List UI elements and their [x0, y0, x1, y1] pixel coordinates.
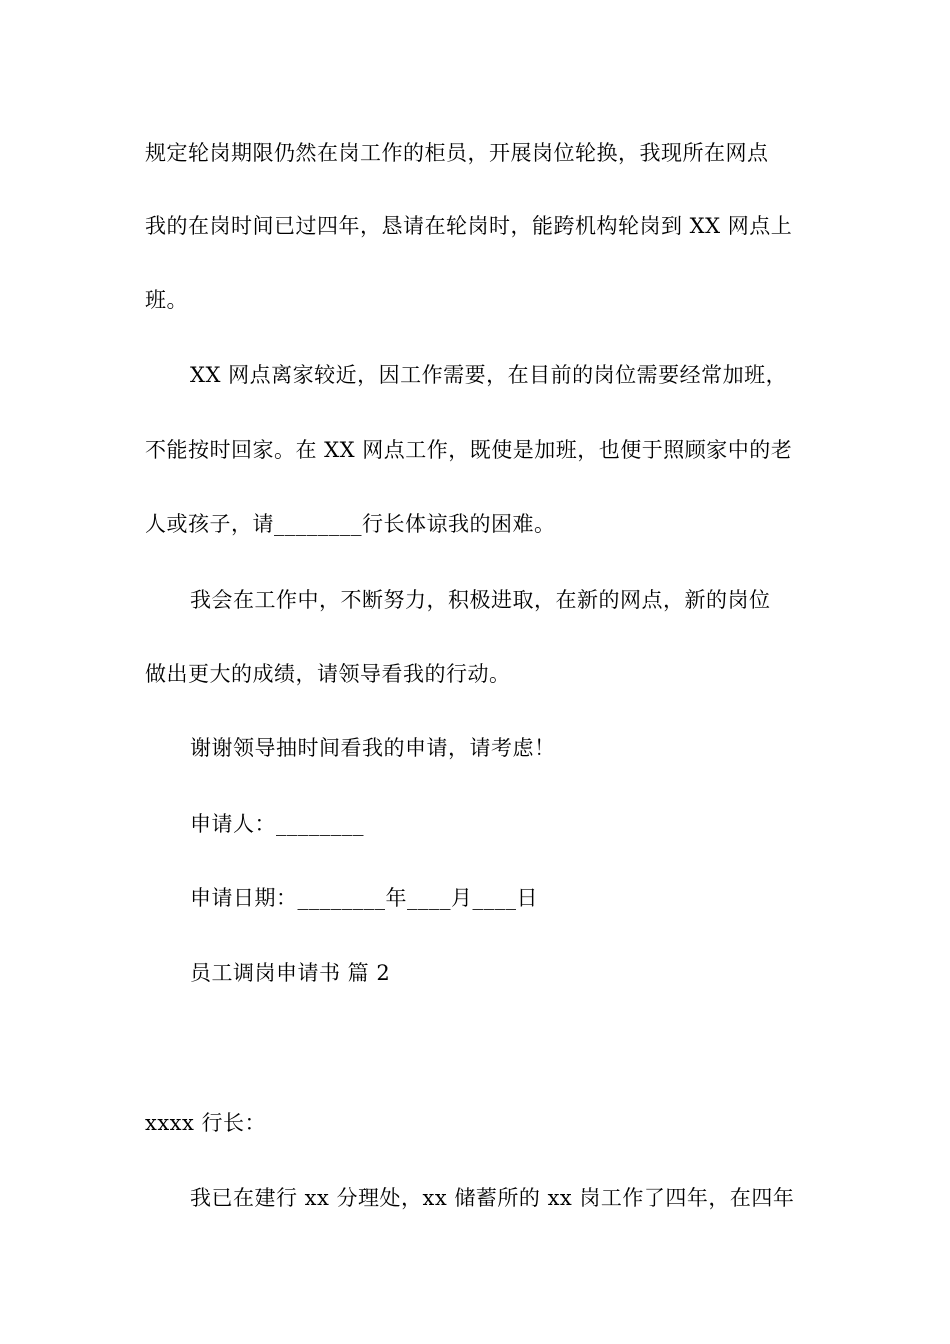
- section-heading: 员工调岗申请书 篇 2: [190, 961, 391, 985]
- paragraph-line-2: 我的在岗时间已过四年，恳请在轮岗时，能跨机构轮岗到 XX 网点上: [145, 214, 793, 238]
- paragraph-line-6: 人或孩子，请________行长体谅我的困难。: [145, 512, 556, 536]
- paragraph-line-1: 规定轮岗期限仍然在岗工作的柜员，开展岗位轮换，我现所在网点: [145, 141, 769, 165]
- paragraph-line-4: XX 网点离家较近，因工作需要，在目前的岗位需要经常加班，: [190, 363, 788, 387]
- thanks-line: 谢谢领导抽时间看我的申请，请考虑！: [190, 736, 556, 760]
- paragraph-line-9: 我已在建行 xx 分理处，xx 储蓄所的 xx 岗工作了四年，在四年: [190, 1186, 795, 1210]
- application-date-line: 申请日期：________年____月____日: [190, 886, 538, 910]
- salutation-line: xxxx 行长：: [145, 1111, 267, 1135]
- applicant-line: 申请人：________: [190, 812, 364, 836]
- paragraph-line-8: 做出更大的成绩，请领导看我的行动。: [145, 662, 511, 686]
- paragraph-line-7: 我会在工作中，不断努力，积极进取，在新的网点，新的岗位: [190, 588, 771, 612]
- paragraph-line-3: 班。: [145, 288, 188, 312]
- paragraph-line-5: 不能按时回家。在 XX 网点工作，既使是加班，也便于照顾家中的老: [145, 438, 793, 462]
